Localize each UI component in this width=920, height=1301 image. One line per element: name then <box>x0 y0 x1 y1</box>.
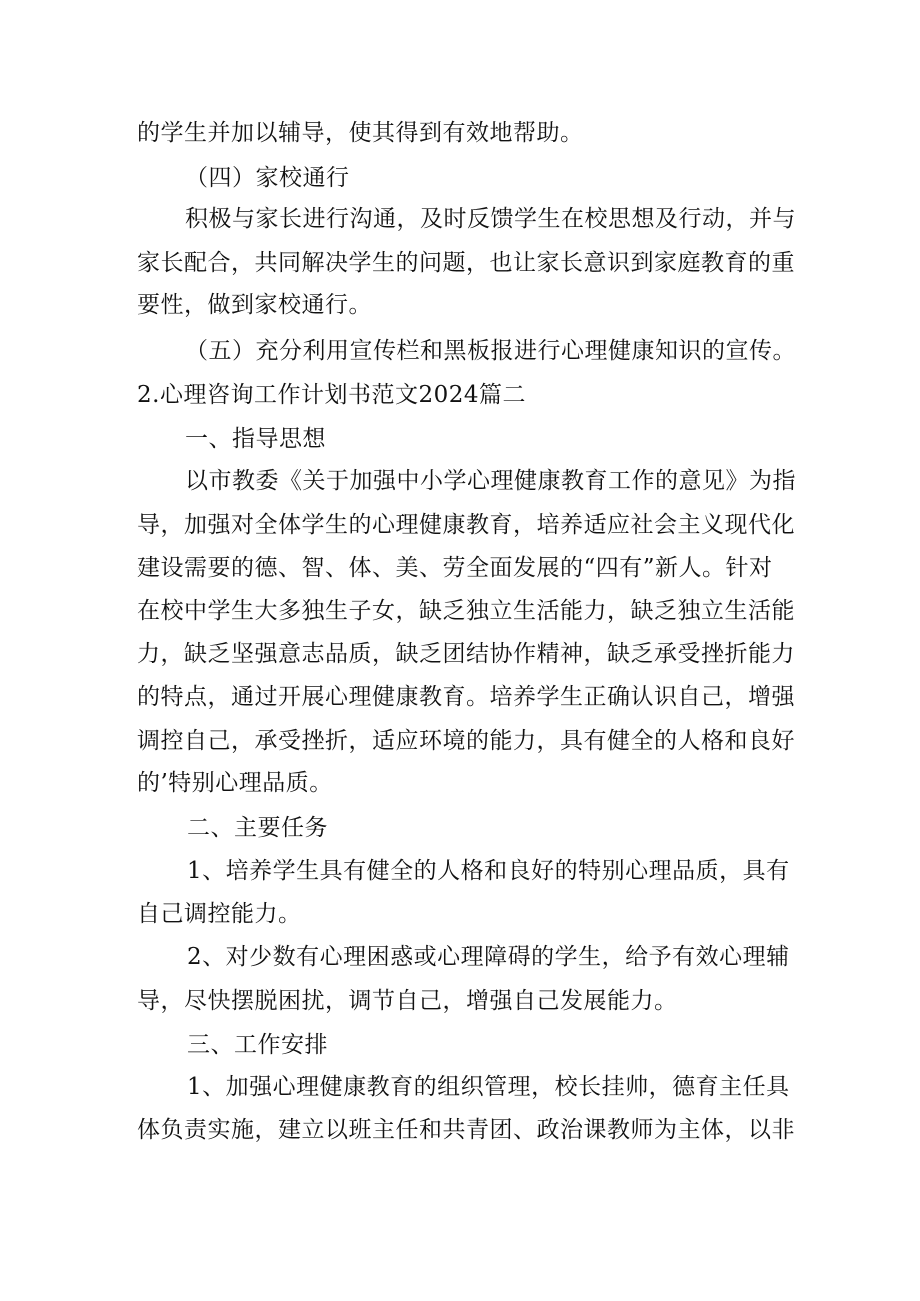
body-text-line: 积极与家长进行沟通，及时反馈学生在校思想及行动，并与 <box>185 206 796 232</box>
body-text-line: 自己调控能力。 <box>137 901 302 927</box>
body-text-line: 的特点，通过开展心理健康教育。培养学生正确认识自己，增强 <box>137 684 795 710</box>
body-text-line: 家长配合，共同解决学生的问题，也让家长意识到家庭教育的重 <box>137 250 795 276</box>
body-text-line: 导，尽快摆脱困扰，调节自己，增强自己发展能力。 <box>137 988 678 1014</box>
body-text-line: 1、加强心理健康教育的组织管理，校长挂帅，德育主任具 <box>187 1074 790 1100</box>
body-text-line: 调控自己，承受挫折，适应环境的能力，具有健全的人格和良好 <box>137 728 795 754</box>
section-heading: 一、指导思想 <box>185 426 326 452</box>
body-text-line: 导，加强对全体学生的心理健康教育，培养适应社会主义现代化 <box>137 512 795 538</box>
body-text-line: 体负责实施，建立以班主任和共青团、政治课教师为主体，以非 <box>137 1117 795 1143</box>
section-heading: （四）家校通行 <box>185 165 350 191</box>
body-text-line: 建设需要的德、智、体、美、劳全面发展的“四有”新人。针对 <box>137 555 773 581</box>
body-text-line: 2、对少数有心理困惑或心理障碍的学生，给予有效心理辅 <box>187 944 790 970</box>
body-text-line: 以市教委《关于加强中小学心理健康教育工作的意见》为指 <box>185 468 796 494</box>
body-text-line: 力，缺乏坚强意志品质，缺乏团结协作精神，缺乏承受挫折能力 <box>137 641 795 667</box>
section-heading: 三、工作安排 <box>187 1032 328 1058</box>
article-title: 2.心理咨询工作计划书范文2024篇二 <box>137 382 526 408</box>
section-heading: 二、主要任务 <box>187 815 328 841</box>
body-text-line: 在校中学生大多独生子女，缺乏独立生活能力，缺乏独立生活能 <box>137 598 795 624</box>
body-text-line: 的学生并加以辅导，使其得到有效地帮助。 <box>137 120 584 146</box>
body-text-line: 的’特别心理品质。 <box>137 770 333 796</box>
section-heading: （五）充分利用宣传栏和黑板报进行心理健康知识的宣传。 <box>185 338 796 364</box>
body-text-line: 要性，做到家校通行。 <box>137 292 372 318</box>
body-text-line: 1、培养学生具有健全的人格和良好的特别心理品质，具有 <box>187 858 790 884</box>
